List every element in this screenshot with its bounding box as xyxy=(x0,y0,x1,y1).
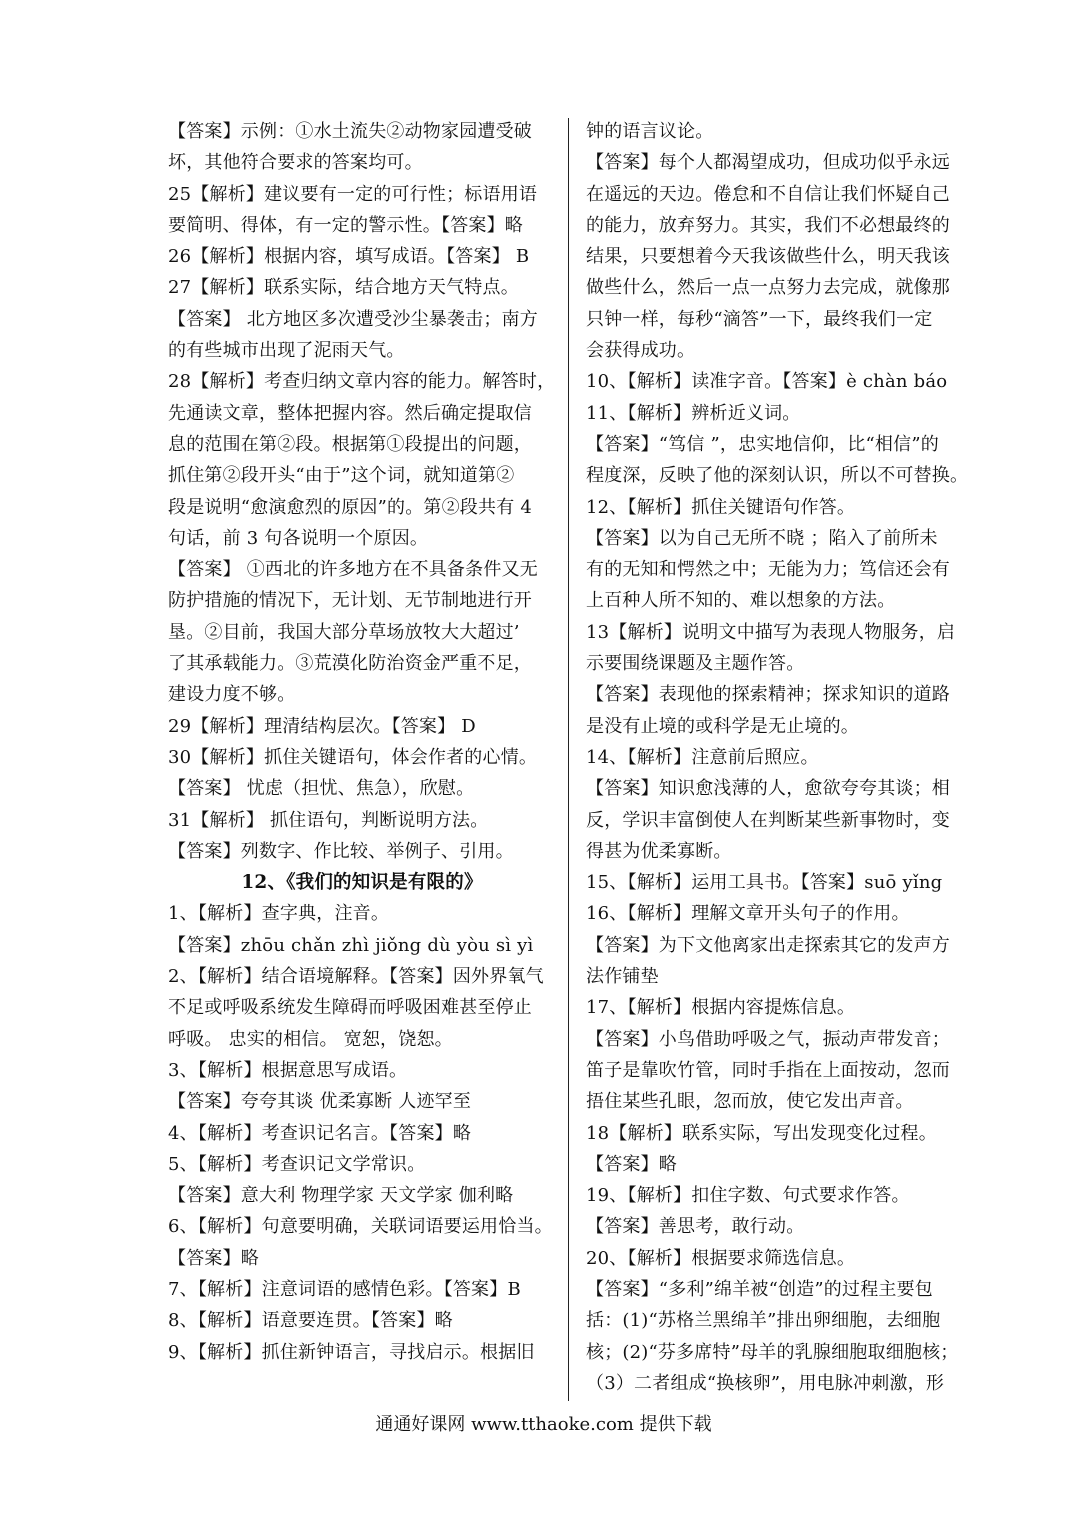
text-line: 15、【解析】运用工具书。【答案】suō yǐng xyxy=(586,872,943,894)
text-line: 【答案】小鸟借助呼吸之气，振动声带发音； xyxy=(586,1028,950,1050)
text-line: 【答案】示例：①水土流失②动物家园遭受破 xyxy=(168,121,532,142)
text-line: 【答案】善思考，敢行动。 xyxy=(586,1216,805,1238)
text-line: 4、【解析】考查识记名言。【答案】略 xyxy=(168,1122,472,1144)
text-line: 【答案】意大利 物理学家 天文学家 伽利略 xyxy=(168,1185,514,1207)
text-line: 【答案】 ①西北的许多地方在不具备条件又无 xyxy=(168,559,538,581)
text-line: 坏，其他符合要求的答案均可。 xyxy=(168,152,423,174)
text-line: 7、【解析】注意词语的感情色彩。【答案】B xyxy=(168,1278,521,1300)
text-line: 2、【解析】结合语境解释。【答案】因外界氧气 xyxy=(168,966,544,988)
text-line: 6、【解析】句意要明确，关联词语要运用恰当。 xyxy=(168,1216,553,1238)
text-line: 【答案】“多利”绵羊被“创造”的过程主要包 xyxy=(586,1278,934,1300)
text-line: 核；(2)“芬多席特”母羊的乳腺细胞取细胞核； xyxy=(586,1341,959,1363)
text-line: 9、【解析】抓住新钟语言，寻找启示。根据旧 xyxy=(168,1341,535,1363)
text-line: 了其承载能力。③荒漠化防治资金严重不足， xyxy=(168,653,532,675)
text-line: 结果，只要想着今天我该做些什么，明天我该 xyxy=(586,246,950,268)
text-line: 会获得成功。 xyxy=(586,340,696,362)
text-line: 上百种人所不知的、难以想象的方法。 xyxy=(586,590,896,612)
text-line: 括：(1)“苏格兰黑绵羊”排出卵细胞，去细胞 xyxy=(586,1310,941,1332)
text-line: 抓住第②段开头“由于”这个词，就知道第② xyxy=(168,465,515,487)
text-line: 5、【解析】考查识记文学常识。 xyxy=(168,1153,426,1175)
text-line: 建设力度不够。 xyxy=(168,684,296,706)
text-line: 【答案】为下文他离家出走探索其它的发声方 xyxy=(586,934,950,956)
text-line: 段是说明“愈演愈烈的原因”的。第②段共有 4 xyxy=(168,496,532,518)
column-divider xyxy=(568,118,569,1401)
text-line: 【答案】以为自己无所不晓 ；陷入了前所未 xyxy=(586,527,938,549)
text-line: 11、【解析】辨析近义词。 xyxy=(586,402,801,424)
text-line: 要简明、得体，有一定的警示性。【答案】略 xyxy=(168,214,523,236)
text-line: 25【解析】建议要有一定的可行性；标语用语 xyxy=(168,183,538,205)
text-line: 【答案】zhōu chǎn zhì jiǒng dù yòu sì yì xyxy=(168,934,534,956)
text-line: 16、【解析】理解文章开头句子的作用。 xyxy=(586,903,910,925)
text-line: 句话，前 3 句各说明一个原因。 xyxy=(168,527,429,549)
text-line: 笛子是靠吹竹管，同时手指在上面按动，忽而 xyxy=(586,1059,950,1081)
text-line: 14、【解析】注意前后照应。 xyxy=(586,746,819,768)
text-line: 【答案】略 xyxy=(586,1153,677,1175)
text-line: 呼吸。 忠实的相信。 宽恕，饶恕。 xyxy=(168,1028,453,1050)
section-title: 12、《我们的知识是有限的》 xyxy=(241,872,483,894)
text-line: 【答案】“笃信 ”，忠实地信仰，比“相信”的 xyxy=(586,433,939,455)
text-line: 【答案】表现他的探索精神；探求知识的道路 xyxy=(586,684,950,706)
text-line: 的能力，放弃努力。其实，我们不必想最终的 xyxy=(586,214,950,236)
text-line: 12、【解析】抓住关键语句作答。 xyxy=(586,496,856,518)
text-line: 20、【解析】根据要求筛选信息。 xyxy=(586,1247,856,1269)
text-line: 息的范围在第②段。根据第①段提出的问题， xyxy=(168,433,532,455)
text-line: 30【解析】抓住关键语句，体会作者的心情。 xyxy=(168,746,538,768)
text-line: 法作铺垫 xyxy=(586,966,659,988)
text-line: 18【解析】联系实际，写出发现变化过程。 xyxy=(586,1122,937,1144)
text-line: 17、【解析】根据内容提炼信息。 xyxy=(586,997,856,1019)
text-line: 是没有止境的或科学是无止境的。 xyxy=(586,715,859,737)
text-line: （3）二者组成“换核卵”，用电脉冲刺激，形 xyxy=(586,1372,945,1394)
text-line: 程度深，反映了他的深刻认识，所以不可替换。 xyxy=(586,465,969,487)
text-line: 31【解析】 抓住语句，判断说明方法。 xyxy=(168,809,489,831)
text-line: 1、【解析】查字典，注音。 xyxy=(168,903,390,925)
text-line: 做些什么，然后一点一点努力去完成，就像那 xyxy=(586,277,950,299)
page-footer: 通通好课网 www.tthaoke.com 提供下载 xyxy=(375,1414,712,1435)
right-column xyxy=(586,116,974,1399)
text-line: 钟的语言议论。 xyxy=(586,121,714,142)
text-line: 防护措施的情况下，无计划、无节制地进行开 xyxy=(168,590,532,612)
text-line: 3、【解析】根据意思写成语。 xyxy=(168,1059,408,1081)
text-line: 示要围绕课题及主题作答。 xyxy=(586,653,805,675)
text-line: 得甚为优柔寡断。 xyxy=(586,840,732,862)
text-line: 的有些城市出现了泥雨天气。 xyxy=(168,340,405,362)
text-line: 19、【解析】扣住字数、句式要求作答。 xyxy=(586,1185,910,1207)
text-line: 先通读文章，整体把握内容。然后确定提取信 xyxy=(168,402,532,424)
text-line: 8、【解析】语意要连贯。【答案】略 xyxy=(168,1310,453,1332)
text-line: 【答案】 忧虑（担忧、焦急），欣慰。 xyxy=(168,778,475,800)
text-line: 【答案】每个人都渴望成功，但成功似乎永远 xyxy=(586,152,950,174)
text-line: 垦。②目前，我国大部分草场放牧大大超过’ xyxy=(168,621,520,643)
text-line: 有的无知和愕然之中；无能为力；笃信还会有 xyxy=(586,559,950,581)
text-line: 【答案】夸夸其谈 优柔寡断 人迹罕至 xyxy=(168,1091,472,1113)
text-line: 在遥远的天边。倦怠和不自信让我们怀疑自己 xyxy=(586,183,950,205)
text-line: 【答案】 北方地区多次遭受沙尘暴袭击；南方 xyxy=(168,308,538,330)
text-line: 27【解析】联系实际，结合地方天气特点。 xyxy=(168,277,519,299)
text-line: 26【解析】根据内容，填写成语。【答案】 B xyxy=(168,246,530,268)
text-line: 【答案】知识愈浅薄的人，愈欲夸夸其谈；相 xyxy=(586,778,950,800)
text-line: 13【解析】说明文中描写为表现人物服务，启 xyxy=(586,621,956,643)
text-line: 不足或呼吸系统发生障碍而呼吸困难甚至停止 xyxy=(168,997,532,1019)
text-line: 29【解析】理清结构层次。【答案】 D xyxy=(168,715,476,737)
text-line: 28【解析】考查归纳文章内容的能力。解答时， xyxy=(168,371,556,393)
text-line: 只钟一样，每秒“滴答”一下，最终我们一定 xyxy=(586,308,933,330)
text-line: 捂住某些孔眼，忽而放，使它发出声音。 xyxy=(586,1091,914,1113)
left-column xyxy=(168,116,556,1368)
text-line: 【答案】列数字、作比较、举例子、引用。 xyxy=(168,840,514,862)
text-line: 【答案】略 xyxy=(168,1247,259,1269)
text-line: 反，学识丰富倒使人在判断某些新事物时，变 xyxy=(586,809,950,831)
text-line: 10、【解析】读准字音。【答案】è chàn báo xyxy=(586,371,948,393)
